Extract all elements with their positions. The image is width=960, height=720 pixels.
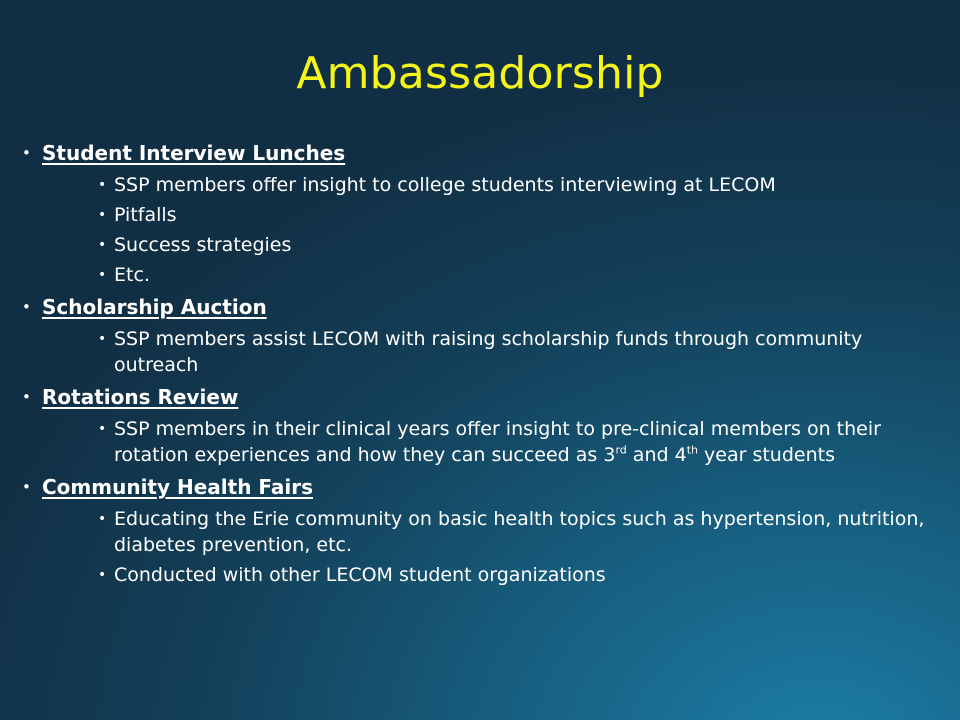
list-item-text: Conducted with other LECOM student organizations (114, 564, 606, 586)
section-heading: Community Health Fairs (42, 475, 314, 499)
bullet-icon: • (22, 144, 31, 162)
list-item-text: SSP members offer insight to college students interviewing at LECOM (114, 174, 776, 196)
list-item-text: Educating the Erie community on basic health topics such as hypertension, nutrition, diabetes prevention, etc. (114, 508, 925, 556)
list-item (98, 172, 952, 198)
list-item (98, 232, 952, 258)
list-item-text: Etc. (114, 264, 150, 286)
section-student-interview-lunches (22, 138, 952, 169)
list-item-text: SSP members assist LECOM with raising scholarship funds through community outreach (114, 328, 863, 376)
section-rotations-review (22, 382, 952, 413)
list-item (98, 416, 952, 468)
list-item (98, 202, 952, 228)
bullet-icon: • (98, 237, 107, 253)
bullet-icon: • (98, 511, 107, 527)
slide-title: Ambassadorship (296, 48, 664, 99)
list-item (98, 326, 952, 378)
section-scholarship-auction (22, 292, 952, 323)
list-item-text: SSP members in their clinical years offer insight to pre-clinical members on their rotation experiences and how they can succeed as (114, 418, 881, 466)
section-community-health-fairs (22, 472, 952, 503)
section-heading: Scholarship Auction (42, 295, 267, 319)
bullet-icon: • (22, 478, 31, 496)
bullet-icon: • (22, 388, 31, 406)
list-item (98, 506, 952, 558)
bullet-icon: • (98, 567, 107, 583)
bullet-icon: • (98, 267, 107, 283)
list-item-text-continuation: 3rd and 4th year students (603, 443, 835, 466)
slide-content (22, 135, 952, 592)
list-item (98, 262, 952, 288)
section-heading: Rotations Review (42, 385, 239, 409)
bullet-icon: • (98, 177, 107, 193)
bullet-icon: • (98, 207, 107, 223)
section-heading: Student Interview Lunches (42, 141, 346, 165)
list-item-text: Pitfalls (114, 204, 177, 226)
list-item-text: Success strategies (114, 234, 292, 256)
bullet-icon: • (22, 298, 31, 316)
bullet-icon: • (98, 331, 107, 347)
list-item (98, 562, 952, 588)
bullet-icon: • (98, 421, 107, 437)
